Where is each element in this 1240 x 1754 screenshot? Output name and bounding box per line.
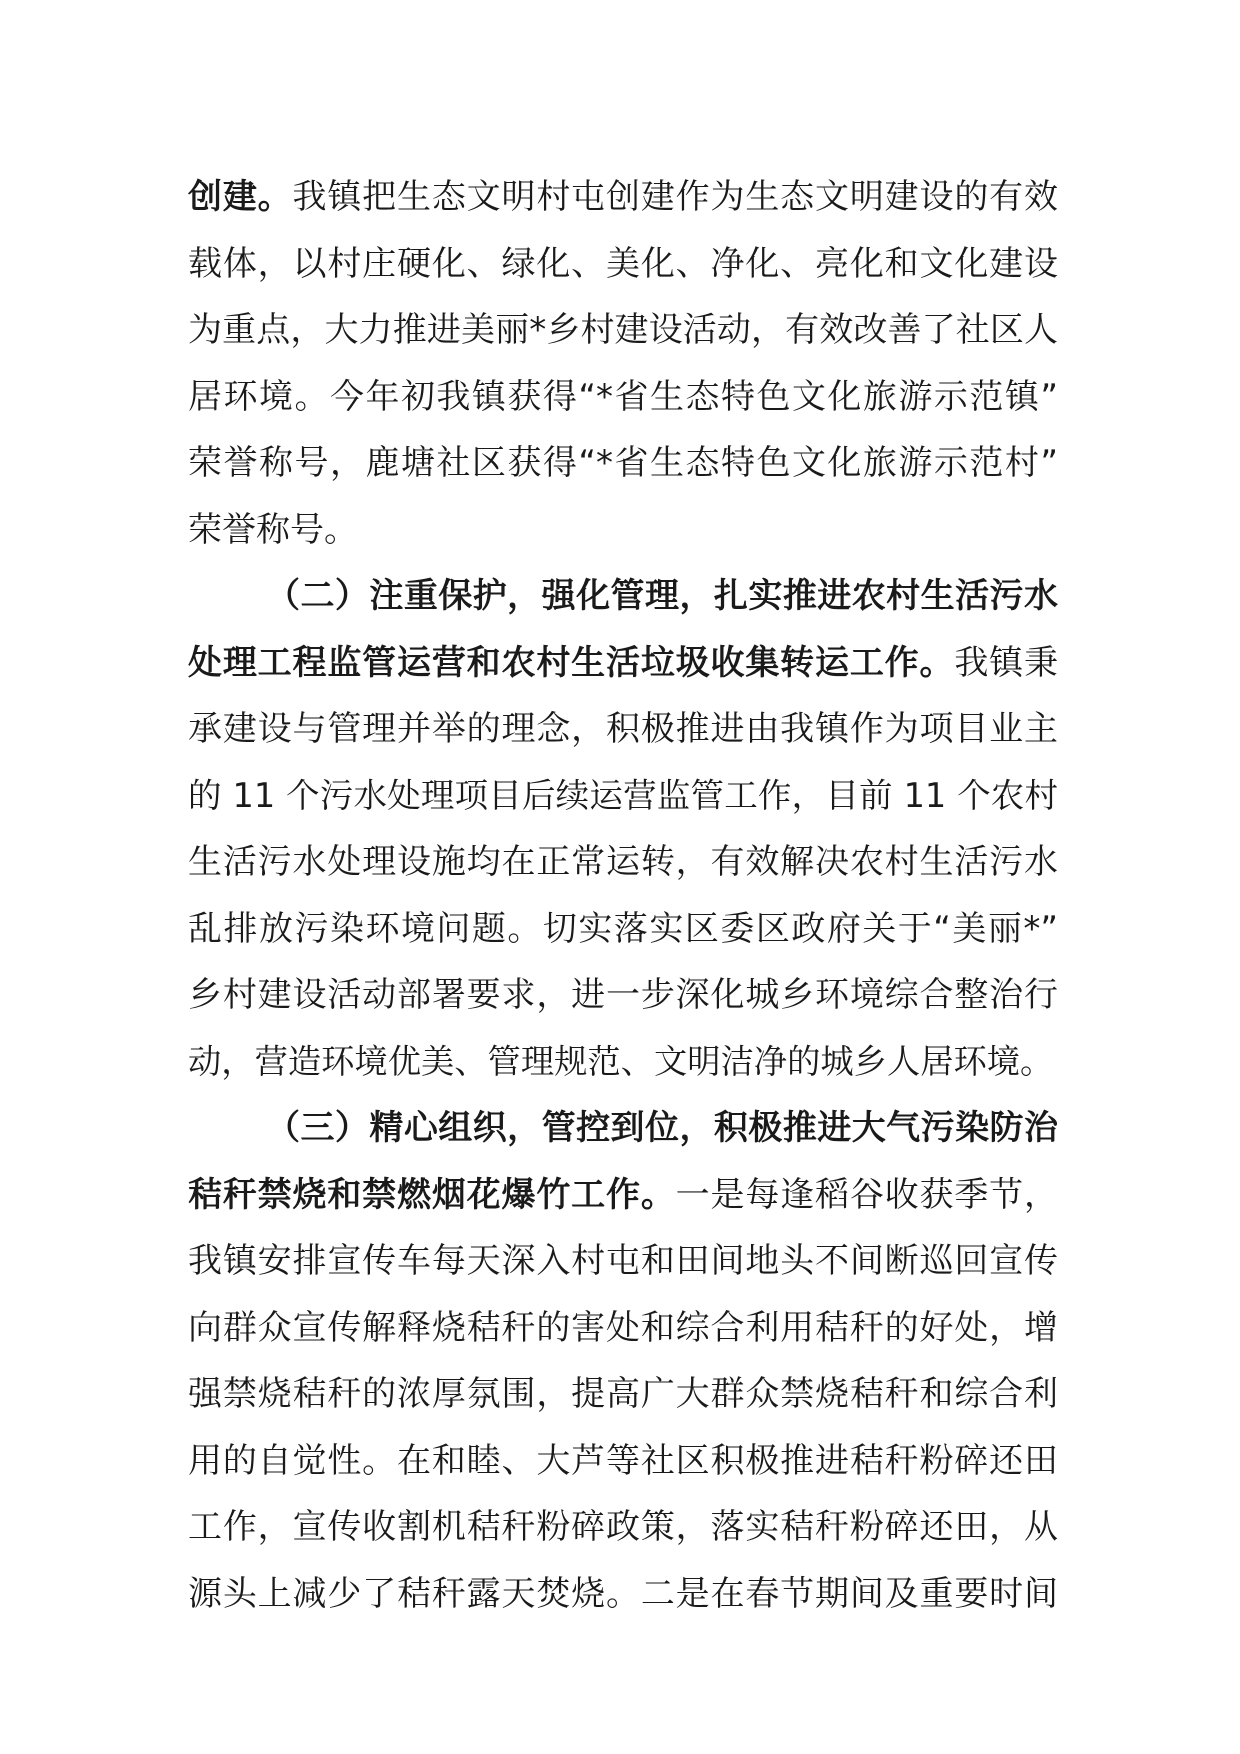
section-heading-cont: 处理工程监管运营和农村生活垃圾收集转运工作。 xyxy=(188,642,955,683)
bold-lead: 创建。 xyxy=(188,177,293,217)
line-text: 向群众宣传解释烧秸秆的害处和综合利用秸秆的好处，增 xyxy=(188,1307,1058,1348)
text-line xyxy=(188,1494,1058,1561)
line-text: 源头上减少了秸秆露天焚烧。二是在春节期间及重要时间 xyxy=(188,1573,1058,1614)
text-line xyxy=(188,829,1058,896)
text-line xyxy=(188,630,1058,697)
line-text: 乱排放污染环境问题。切实落实区委区政府关于“美丽*” xyxy=(188,908,1058,949)
text-line xyxy=(188,231,1058,298)
text-line xyxy=(188,297,1058,364)
line-text: 荣誉称号。 xyxy=(188,509,358,550)
line-text: 生活污水处理设施均在正常运转，有效解决农村生活污水 xyxy=(188,842,1058,882)
line-text: 工作，宣传收割机秸秆粉碎政策，落实秸秆粉碎还田，从 xyxy=(188,1507,1058,1547)
paragraph-1 xyxy=(188,164,1058,563)
text-line xyxy=(188,1029,1058,1096)
text-line xyxy=(188,962,1058,1029)
body-text xyxy=(188,164,1058,1627)
line-text: 的 11 个污水处理项目后续运营监管工作，目前 11 个农村 xyxy=(188,775,1058,815)
line-text: 为重点，大力推进美丽*乡村建设活动，有效改善了社区人 xyxy=(188,310,1058,350)
line-text: 承建设与管理并举的理念，积极推进由我镇作为项目业主 xyxy=(188,709,1058,749)
text-line xyxy=(188,497,1058,564)
section-heading: （三）精心组织，管控到位，积极推进大气污染防治 xyxy=(266,1108,1058,1148)
section-heading-cont: 秸秆禁烧和禁燃烟花爆竹工作。 xyxy=(188,1174,676,1215)
text-line xyxy=(188,1228,1058,1295)
line-text: 我镇安排宣传车每天深入村屯和田间地头不间断巡回宣传 xyxy=(188,1241,1058,1281)
line-text: 动，营造环境优美、管理规范、文明洁净的城乡人居环境。 xyxy=(188,1041,1054,1081)
line-text: 强禁烧秸秆的浓厚氛围，提高广大群众禁烧秸秆和综合利 xyxy=(188,1374,1058,1414)
line-text: 我镇把生态文明村屯创建作为生态文明建设的有效 xyxy=(292,177,1058,217)
section-heading: （二）注重保护，强化管理，扎实推进农村生活污水 xyxy=(266,576,1058,616)
line-text: 一是每逢稻谷收获季节， xyxy=(675,1174,1059,1215)
line-text: 乡村建设活动部署要求，进一步深化城乡环境综合整治行 xyxy=(188,975,1058,1015)
line-text: 居环境。今年初我镇获得“*省生态特色文化旅游示范镇” xyxy=(188,376,1058,417)
heading-line xyxy=(188,563,1058,630)
line-text: 载体，以村庄硬化、绿化、美化、净化、亮化和文化建设 xyxy=(188,243,1058,284)
line-text: 我镇秉 xyxy=(954,642,1059,683)
text-line xyxy=(188,364,1058,431)
line-text: 荣誉称号，鹿塘社区获得“*省生态特色文化旅游示范村” xyxy=(188,443,1058,483)
text-line xyxy=(188,1162,1058,1229)
text-line xyxy=(188,1361,1058,1428)
text-line xyxy=(188,1295,1058,1362)
text-line xyxy=(188,430,1058,497)
text-line xyxy=(188,164,1058,231)
text-line xyxy=(188,896,1058,963)
text-line xyxy=(188,696,1058,763)
text-line xyxy=(188,763,1058,830)
heading-line xyxy=(188,1095,1058,1162)
paragraph-3 xyxy=(188,1095,1058,1627)
text-line xyxy=(188,1561,1058,1628)
paragraph-2 xyxy=(188,563,1058,1095)
line-text: 用的自觉性。在和睦、大芦等社区积极推进秸秆粉碎还田 xyxy=(188,1440,1058,1481)
text-line xyxy=(188,1428,1058,1495)
